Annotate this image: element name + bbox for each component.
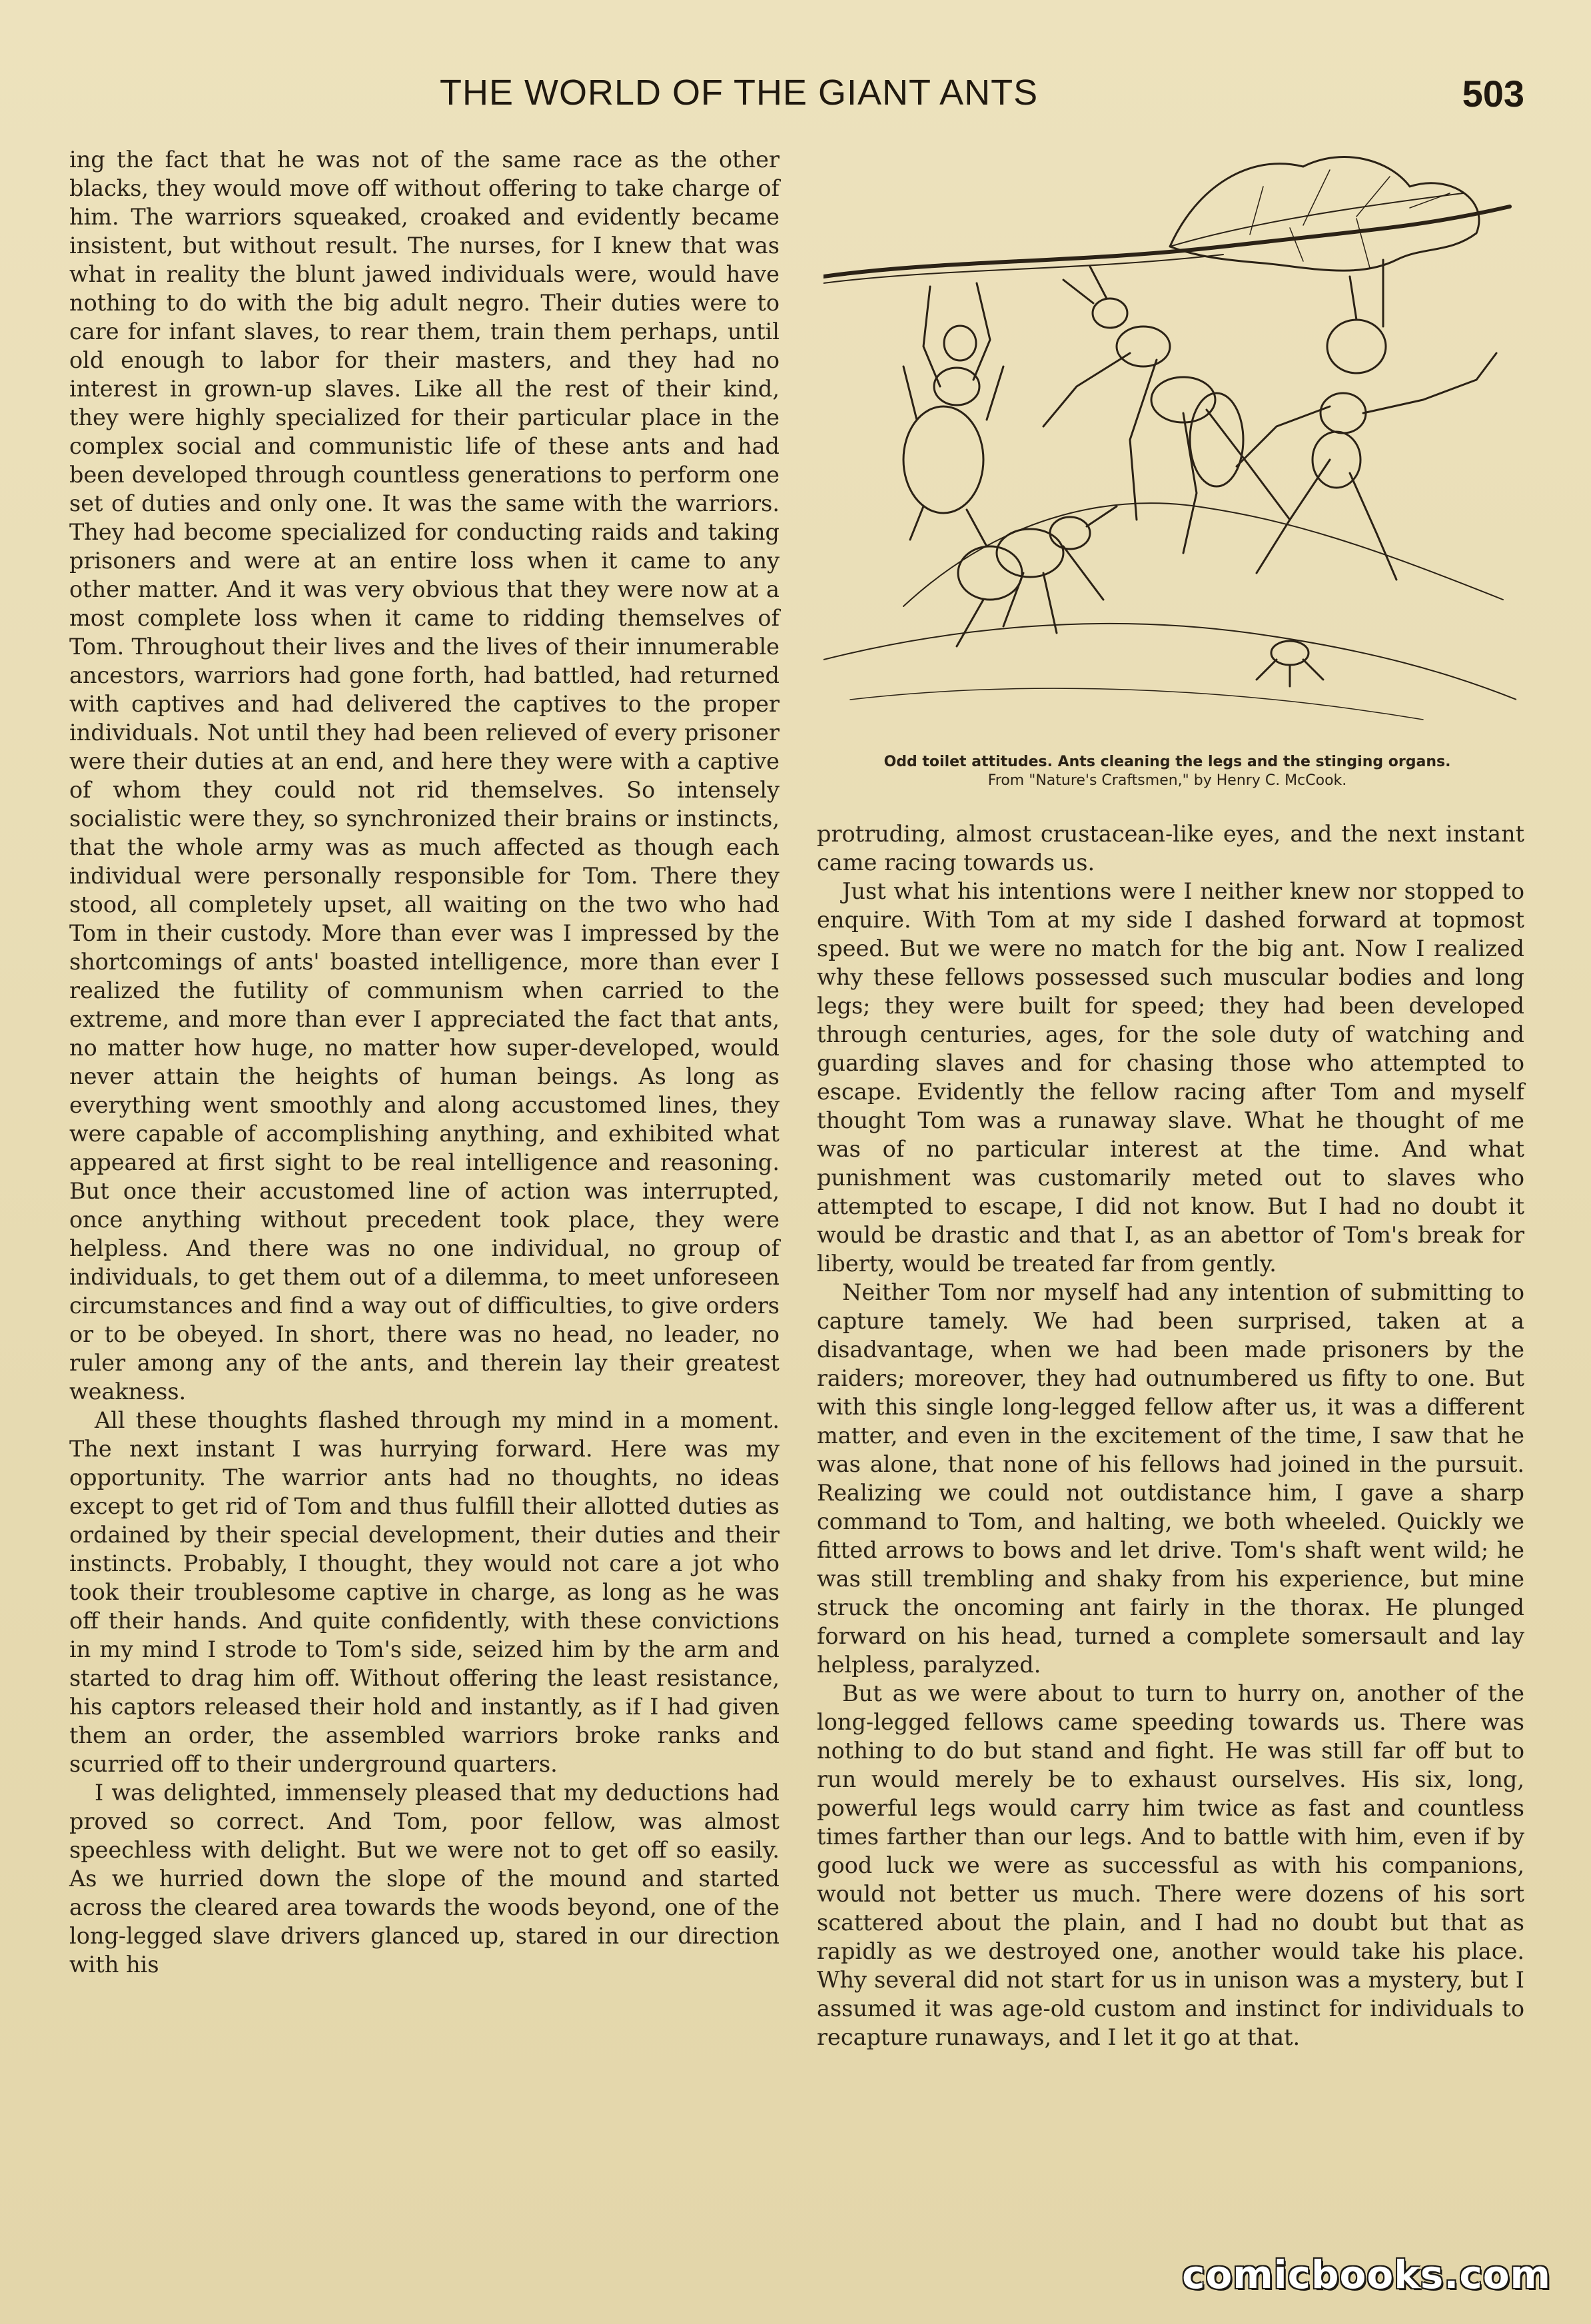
running-title: THE WORLD OF THE GIANT ANTS [440,73,1039,113]
caption-credit: From "Nature's Craftsmen," by Henry C. McCook. [987,772,1347,789]
paragraph: All these thoughts flashed through my mind in a moment. The next instant I was hurrying forward. Here was my opportunity. The warrior ants had no thoughts, no ideas except to get rid of Tom and thus fulfill their allotted duties as ordained by their special development, their duties and their instincts. Probably, I thought, they would not care a jot who took their troublesome captive in charge, as long as he was off their hands. And quite confidently, with these convictions in my mind I strode to Tom's side, seized him by the arm and started to drag him off. Without offering the least resistance, his captors released their hold and instantly, as if I had given them an order, the assembled warriors broke ranks and scurried off to their underground quarters. [69,1407,780,1777]
caption-text: Odd toilet attitudes. Ants cleaning the legs and the stinging organs. [883,754,1451,770]
paragraph: Neither Tom nor myself had any intention of submitting to capture tamely. We had been surprised, taken at a disadvantage, when we had been made prisoners by the raiders; moreover, they had outnumbered us fifty to one. But with this single long-legged fellow after us, it was a different matter, and even in the excitement of the time, I saw that he was alone, that none of his fellows had joined in the pursuit. Realizing we could not outdistance him, I gave a sharp command to Tom, and halting, we both wheeled. Quickly we fitted arrows to bows and let drive. Tom's shaft went wild; he was still trembling and shaky from his experience, but mine struck the oncoming ant fairly in the thorax. He plunged forward on his head, turned a complete somersault and lay helpless, paralyzed. [817,1279,1524,1678]
ant-illustration [823,147,1516,733]
left-column [69,145,780,1979]
paragraph: Just what his intentions were I neither knew nor stopped to enquire. With Tom at my side I dashed forward at topmost speed. But we were no match for the big ant. Now I realized why these fellows possessed such muscular bodies and long legs; they were built for speed; they had been developed through centuries, ages, for the sole duty of watching and guarding slaves and for chasing those who attempted to escape. Evidently the fellow racing after Tom and myself thought Tom was a runaway slave. What he thought of me was of no particular interest at the time. And what punishment was customarily meted out to slaves who attempted to escape, I did not know. But I had no doubt it would be drastic and that I, as an abettor of Tom's break for liberty, would be treated far from gently. [817,878,1524,1277]
page-header [0,72,1591,125]
figure [810,147,1524,813]
site-watermark: comicbooks.com [1182,2252,1551,2297]
figure-caption [810,753,1524,790]
paragraph: But as we were about to turn to hurry on, another of the long-legged fellows came speeding towards us. There was nothing to do but stand and fight. He was still far off but to run would merely be to exhaust ourselves. His six, long, powerful legs would carry him twice as fast and countless times farther than our legs. And to battle with him, even if by good luck we were as successful as with his companions, would not better us much. There were dozens of his sort scattered about the plain, and I had no doubt but that as rapidly as we destroyed one, another would take his place. Why several did not start for us in unison was a mystery, but I assumed it was age-old custom and instinct for individuals to recapture runaways, and I let it go at that. [817,1680,1524,2050]
paragraph: I was delighted, immensely pleased that my deductions had proved so correct. And Tom, poor fellow, was almost speechless with delight. But we were not to get off so easily. As we hurried down the slope of the mound and started across the cleared area towards the woods beyond, one of the long-legged slave drivers glanced up, stared in our direction with his [69,1780,780,1978]
right-column [817,820,1524,2051]
paragraph: protruding, almost crustacean-like eyes, and the next instant came racing towards us. [817,821,1524,875]
paragraph: ing the fact that he was not of the same race as the other blacks, they would move off without offering to take charge of him. The warriors squeaked, croaked and evidently became insistent, but without result. The nurses, for I knew that was what in reality the blunt jawed individuals were, would have nothing to do with the big adult negro. Their duties were to care for infant slaves, to rear them, train them perhaps, until old enough to labor for their masters, and they had no interest in grown-up slaves. Like all the rest of their kind, they were highly specialized for their particular place in the complex social and communistic life of these ants and had been developed through countless generations to perform one set of duties and only one. It was the same with the warriors. They had become specialized for conducting raids and taking prisoners and were at an entire loss when it came to any other matter. And it was very obvious that they were now at a most complete loss when it came to ridding themselves of Tom. Throughout their lives and the lives of their innumerable ancestors, warriors had gone forth, had battled, had returned with captives and had delivered the captives to the proper individuals. Not until they had been relieved of every prisoner were their duties at an end, and here they were with a captive of whom they could not rid themselves. So intensely socialistic were they, so synchronized their brains or instincts, that the whole army was as much affected as though each individual were personally responsible for Tom. There they stood, all completely upset, all waiting on the two who had Tom in their custody. More than ever was I impressed by the shortcomings of ants' boasted intelligence, more than ever I realized the futility of communism when carried to the extreme, and more than ever I appreciated the fact that ants, no matter how huge, no matter how super-developed, would never attain the heights of human beings. As long as everything went smoothly and along accustomed lines, they were capable of accomplishing anything, and exhibited what appeared at first sight to be real intelligence and reasoning. But once their accustomed line of action was interrupted, once anything without precedent took place, they were helpless. And there was no one individual, no group of individuals, to get them out of a dilemma, to meet unforeseen circumstances and find a way out of difficulties, to give orders or to be obeyed. In short, there was no head, no leader, no ruler among any of the ants, and therein lay their greatest weakness. [69,147,780,1405]
page-number: 503 [1462,73,1524,115]
